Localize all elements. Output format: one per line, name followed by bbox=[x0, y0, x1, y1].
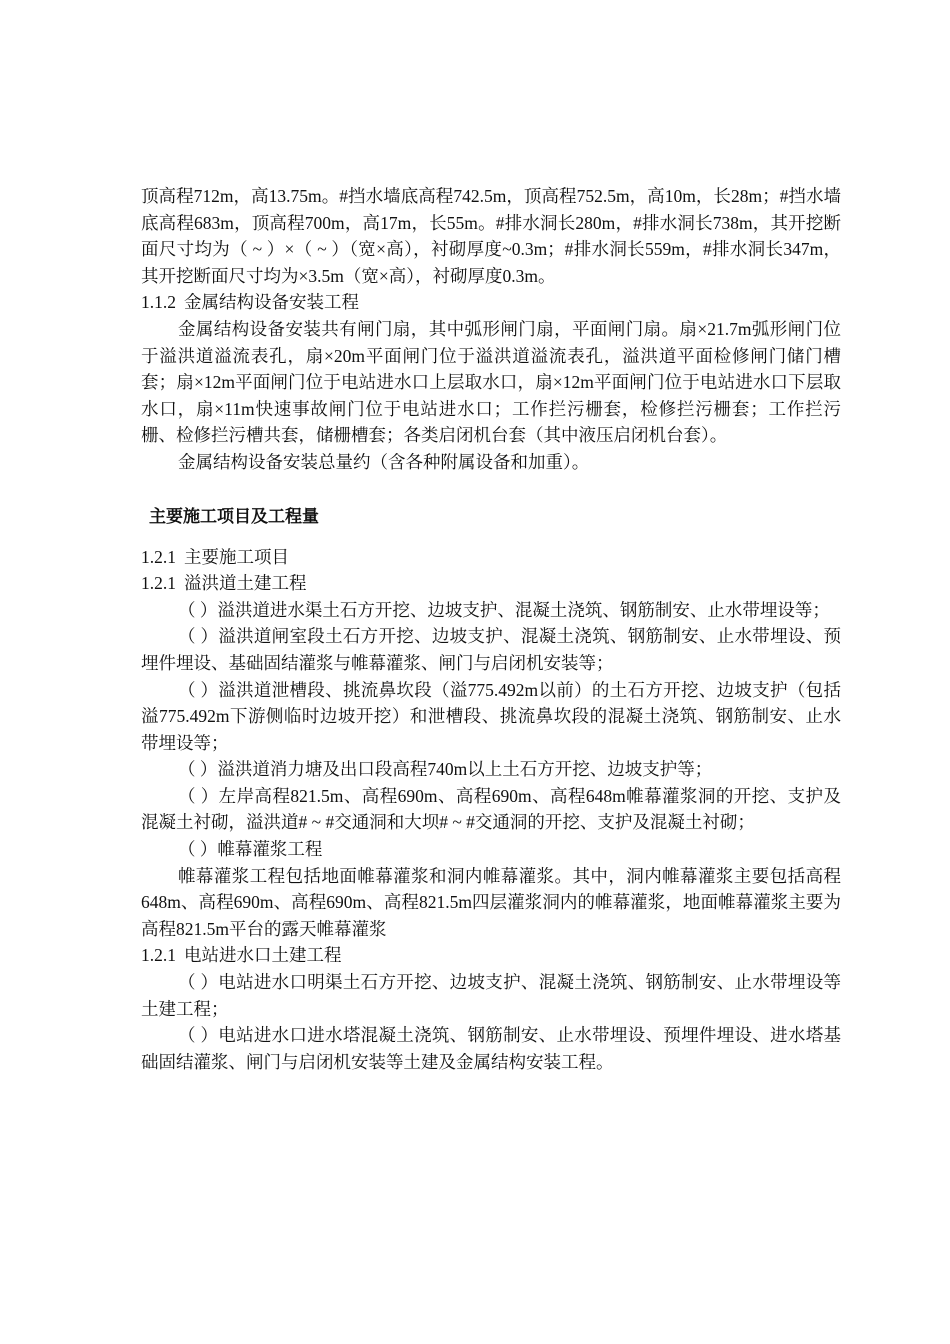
list-item: （ ）电站进水口明渠土石方开挖、边坡支护、混凝土浇筑、钢筋制安、止水带埋设等土建工程； bbox=[141, 972, 841, 1019]
list-item: （ ）溢洪道泄槽段、挑流鼻坎段（溢775.492m以前）的土石方开挖、边坡支护（包括溢775.492m下游侧临时边坡开挖）和泄槽段、挑流鼻坎段的混凝土浇筑、钢筋制安、止水带埋设等； bbox=[141, 679, 841, 753]
heading-1-2-1-intake bbox=[141, 942, 841, 969]
list-item: （ ）溢洪道消力塘及出口段高程740m以上土石方开挖、边坡支护等； bbox=[178, 759, 713, 780]
heading-title: 电站进水口土建工程 bbox=[184, 945, 342, 966]
paragraph-curtain-grouting: 帷幕灌浆工程包括地面帷幕灌浆和洞内帷幕灌浆。其中，洞内帷幕灌浆主要包括高程648m、高程690m、高程690m、高程821.5m四层灌浆洞内的帷幕灌浆，地面帷幕灌浆主要为高程821.5m平台的露天帷幕灌浆 bbox=[141, 865, 841, 939]
section-title-main-items: 主要施工项目及工程量 bbox=[149, 506, 319, 527]
heading-1-1-2 bbox=[141, 289, 841, 316]
heading-title: 溢洪道土建工程 bbox=[184, 573, 307, 594]
heading-1-2-1-spillway bbox=[141, 570, 841, 597]
list-item: （ ）左岸高程821.5m、高程690m、高程690m、高程648m帷幕灌浆洞的开挖、支护及混凝土衬砌，溢洪道# ~ #交通洞和大坝# ~ #交通洞的开挖、支护及混凝土衬砌； bbox=[141, 785, 841, 833]
heading-title: 金属结构设备安装工程 bbox=[184, 292, 359, 313]
list-item: （ ）帷幕灌浆工程 bbox=[178, 839, 323, 860]
list-item: （ ）溢洪道进水渠土石方开挖、边坡支护、混凝土浇筑、钢筋制安、止水带埋设等； bbox=[178, 599, 830, 620]
paragraph-metal-total: 金属结构设备安装总量约（含各种附属设备和加重）。 bbox=[178, 451, 590, 472]
heading-1-2-1-main-items bbox=[141, 544, 841, 571]
list-item: （ ）电站进水口进水塔混凝土浇筑、钢筋制安、止水带埋设、预埋件埋设、进水塔基础固结灌浆、闸门与启闭机安装等土建及金属结构安装工程。 bbox=[141, 1025, 841, 1072]
list-item: （ ）溢洪道闸室段土石方开挖、边坡支护、混凝土浇筑、钢筋制安、止水带埋设、预埋件埋设、基础固结灌浆与帷幕灌浆、闸门与启闭机安装等； bbox=[141, 626, 841, 673]
heading-number: 1.2.1 bbox=[141, 945, 176, 966]
paragraph-metal-structure: 金属结构设备安装共有闸门扇，其中弧形闸门扇，平面闸门扇。扇×21.7m弧形闸门位于溢洪道溢流表孔，扇×20m平面闸门位于溢洪道溢流表孔，溢洪道平面检修闸门储门槽套；扇×12m平面闸门位于电站进水口上层取水口，扇×12m平面闸门位于电站进水口下层取水口，扇×11m快速事故闸门位于电站进水口；工作拦污栅套，检修拦污栅套；工作拦污栅、检修拦污槽共套，储栅槽套；各类启闭机台套（其中液压启闭机台套）。 bbox=[141, 318, 841, 446]
heading-number: 1.2.1 bbox=[141, 573, 176, 594]
heading-number: 1.1.2 bbox=[141, 292, 176, 313]
heading-number: 1.2.1 bbox=[141, 546, 176, 567]
paragraph-retaining-wall-drainage: 顶高程712m，高13.75m。#挡水墙底高程742.5m，顶高程752.5m，高10m，长28m；#挡水墙底高程683m，顶高程700m，高17m，长55m。#排水洞长280m，#排水洞长738m，其开挖断面尺寸均为（ ~ ）×（ ~ ）（宽×高），衬砌厚度~0.3m；#排水洞长559m，#排水洞长347m，其开挖断面尺寸均为×3.5m（宽×高），衬砌厚度0.3m。 bbox=[141, 186, 841, 286]
heading-title: 主要施工项目 bbox=[184, 546, 289, 567]
document-page bbox=[141, 183, 841, 1075]
